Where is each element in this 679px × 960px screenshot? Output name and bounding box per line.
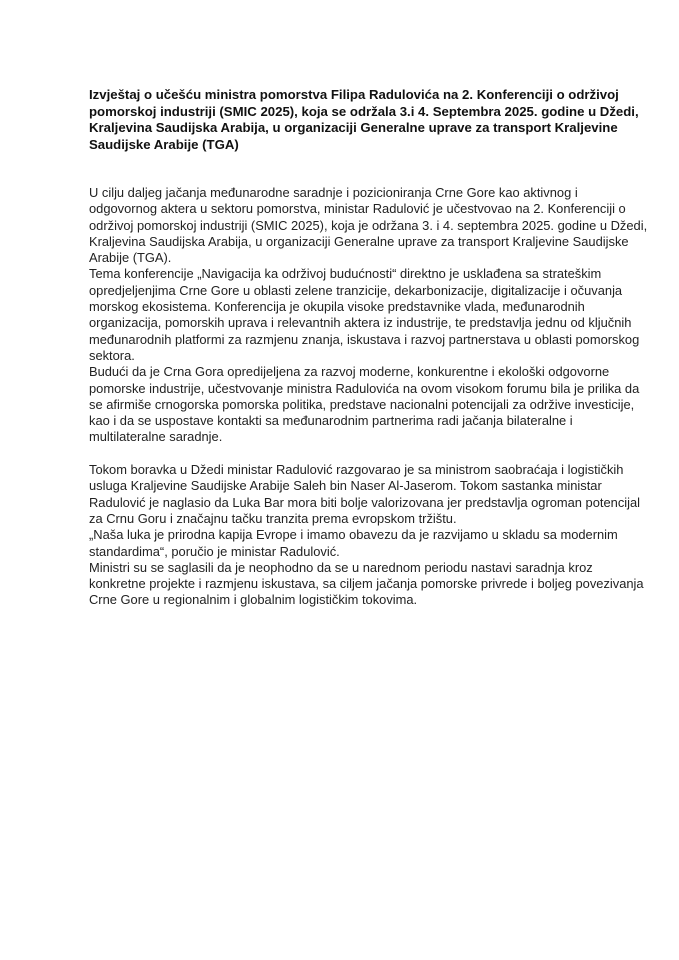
paragraph-quote: „Naša luka je prirodna kapija Evrope i imamo obavezu da je razvijamo u skladu sa modernim standardima“, poručio je ministar Radulović. (89, 527, 618, 559)
paragraph-conference-theme: Tema konferencije „Navigacija ka održivoj budućnosti“ direktno je usklađena sa strateškim opredjeljenjima Crne Gore u oblasti zelene tranzicije, dekarbonizacije, digitalizacije i očuvanja morskog ekosistema. Konferencija je okupila visoke predstavnike vlada, međunarodnih organizacija, pomorskih uprava i relevantnih aktera iz industrije, te predstavlja jednu od ključnih međunarodnih platformi za razmjenu znanja, iskustava i razvoj partnerstava u oblasti pomorskog sektora. (89, 266, 640, 363)
document-body (89, 185, 649, 609)
document-title: Izvještaj o učešću ministra pomorstva Filipa Radulovića na 2. Konferenciji o održivoj pomorskoj industriji (SMIC 2025), koja se održala 3.i 4. Septembra 2025. godine u Džedi, Kraljevina Saudijska Arabija, u organizaciji Generalne uprave za transport Kraljevine Saudijske Arabije (TGA) (89, 87, 639, 152)
paragraph-meeting: Tokom boravka u Džedi ministar Radulović razgovarao je sa ministrom saobraćaja i logističkih usluga Kraljevine Saudijske Arabije Saleh bin Naser Al-Jaserom. Tokom sastanka ministar Radulović je naglasio da Luka Bar mora biti bolje valorizovana jer predstavlja ogroman potencijal za Crnu Goru i značajnu tačku tranzita prema evropskom tržištu. (89, 462, 641, 526)
paragraph-participation: U cilju daljeg jačanja međunarodne saradnje i pozicioniranja Crne Gore kao aktivnog i odgovornog aktera u sektoru pomorstva, ministar Radulović je učestvovao na 2. Konferenciji o održivoj pomorskoj industriji (SMIC 2025), koja je održana 3. i 4. septembra 2025. godine u Džedi, Kraljevina Saudijska Arabija, u organizaciji Generalne uprave za transport Kraljevine Saudijske Arabije (TGA). (89, 185, 648, 266)
paragraph-agreement: Ministri su se saglasili da je neophodno da se u narednom periodu nastavi saradnja kroz konkretne projekte i razmjenu iskustava, sa ciljem jačanja pomorske privrede i boljeg povezivanja Crne Gore u regionalnim i globalnim logističkim tokovima. (89, 559, 644, 608)
paragraph-montenegro-policy: Budući da je Crna Gora opredijeljena za razvoj moderne, konkurentne i ekološki odgovorne pomorske industrije, učestvovanje ministra Radulovića na ovom visokom forumu bila je prilika da se afirmiše crnogorska pomorska politika, predstave nacionalni potencijali za održive investicije, kao i da se uspostave kontakti sa međunarodnim partnerima radi jačanja bilateralne i multilateralne saradnje. (89, 364, 640, 445)
